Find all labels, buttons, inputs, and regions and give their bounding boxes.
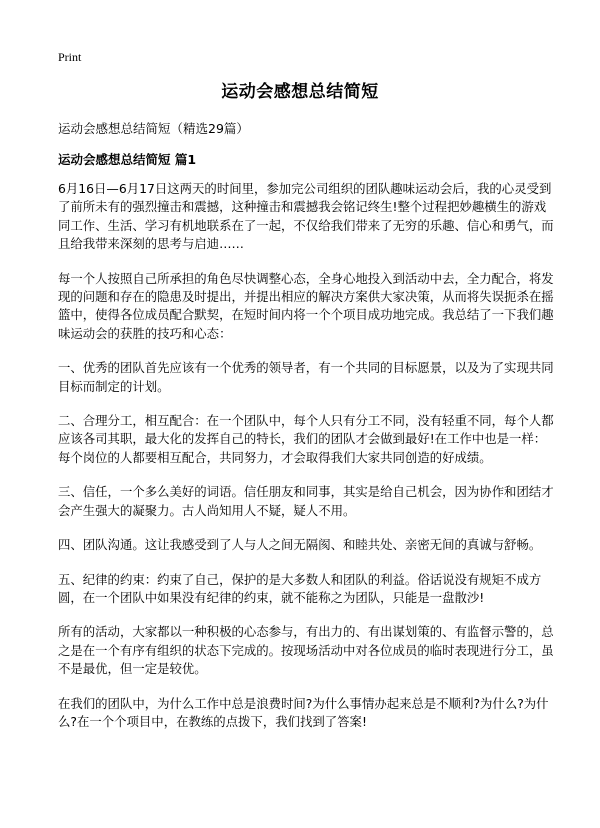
paragraph: 二、合理分工，相互配合：在一个团队中，每个人只有分工不同，没有轻重不同，每个人都应该各司其职，最大化的发挥自己的特长，我们的团队才会做到最好!在工作中也是一样：每个岗位的人都要相互配合，共同努力，才会取得我们大家共同创造的好成绩。 <box>58 413 554 465</box>
section-heading: 运动会感想总结简短 篇1 <box>58 152 197 167</box>
print-link[interactable]: Print <box>58 50 82 64</box>
page-title: 运动会感想总结简短 <box>221 82 379 102</box>
document-subtitle: 运动会感想总结简短（精选29篇） <box>58 121 249 136</box>
article-body <box>58 180 554 747</box>
paragraph: 每一个人按照自己所承担的角色尽快调整心态，全身心地投入到活动中去，全力配合，将发现的问题和存在的隐患及时提出，并提出相应的解决方案供大家决策，从而将失误扼杀在摇篮中，使得各位成员配合默契，在短时间内将一个个项目成功地完成。我总结了一下我们趣味运动会的获胜的技巧和心态： <box>58 270 554 341</box>
paragraph: 五、纪律的约束：约束了自己，保护的是大多数人和团队的利益。俗话说没有规矩不成方圆，在一个团队中如果没有纪律的约束，就不能称之为团队，只能是一盘散沙! <box>58 571 542 605</box>
paragraph: 一、优秀的团队首先应该有一个优秀的领导者，有一个共同的目标愿景，以及为了实现共同目标而制定的计划。 <box>58 360 554 394</box>
paragraph: 在我们的团队中，为什么工作中总是浪费时间?为什么事情办起来总是不顺利?为什么?为什么?在一个个项目中，在教练的点拨下，我们找到了答案! <box>58 695 549 729</box>
paragraph: 三、信任，一个多么美好的词语。信任朋友和同事，其实是给自己机会，因为协作和团结才会产生强大的凝聚力。古人尚知用人不疑，疑人不用。 <box>58 484 554 518</box>
paragraph: 所有的活动，大家都以一种积极的心态参与，有出力的、有出谋划策的、有监督示警的，总之是在一个有序有组织的状态下完成的。按现场活动中对各位成员的临时表现进行分工，虽不是最优，但一定是较优。 <box>58 624 554 677</box>
paragraph: 6月16日—6月17日这两天的时间里，参加完公司组织的团队趣味运动会后，我的心灵受到了前所未有的强烈撞击和震撼，这种撞击和震撼我会铭记终生!整个过程把妙趣横生的游戏同工作、生活、学习有机地联系在了一起，不仅给我们带来了无穷的乐趣、信心和勇气，而且给我带来深刻的思考与启迪…… <box>58 181 554 252</box>
paragraph: 四、团队沟通。这让我感受到了人与人之间无隔阂、和睦共处、亲密无间的真诚与舒畅。 <box>58 537 542 553</box>
